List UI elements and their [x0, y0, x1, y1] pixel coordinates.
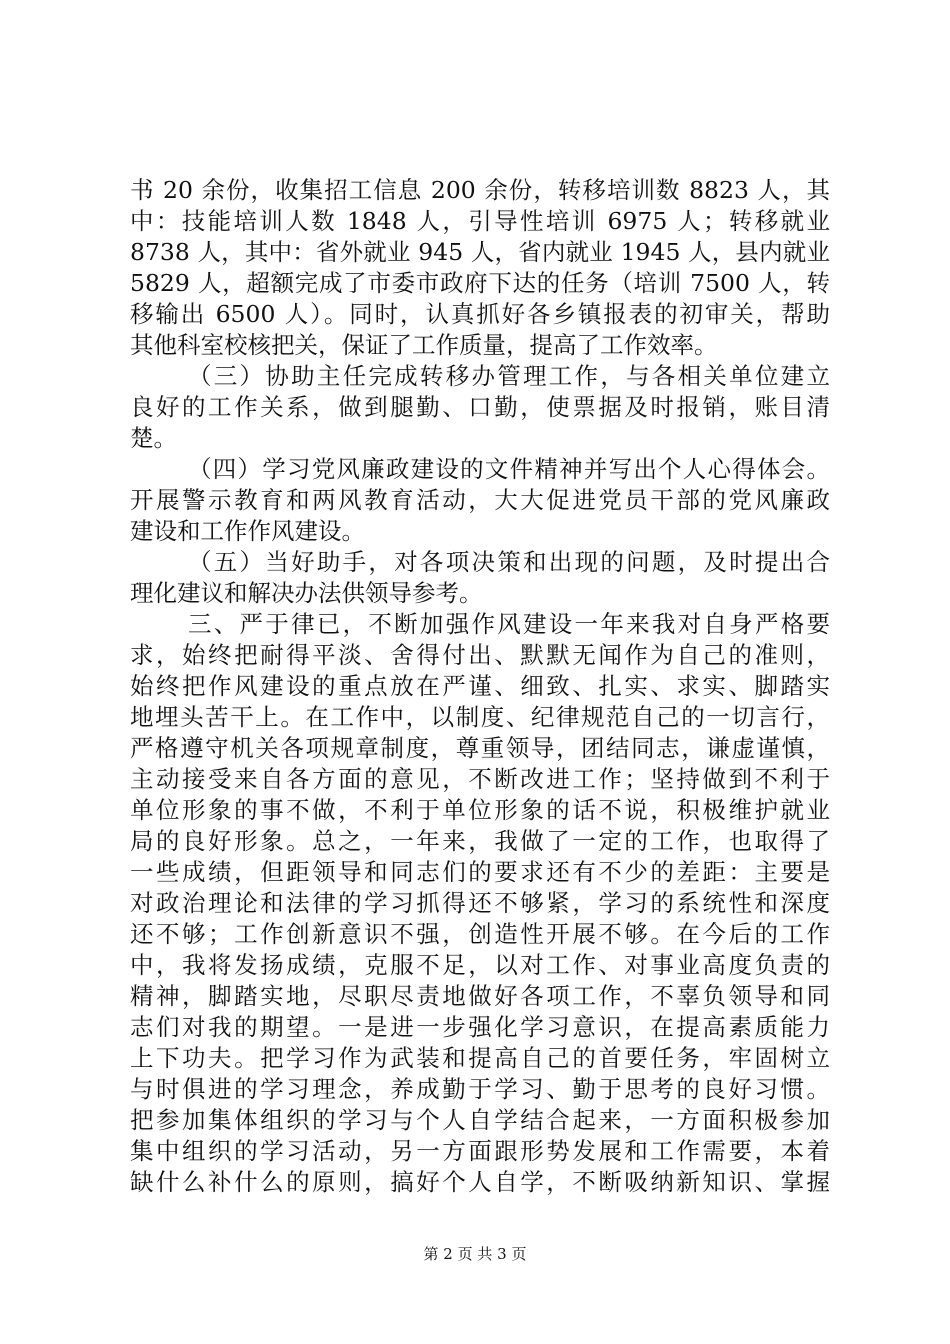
text-line: 良好的工作关系，做到腿勤、口勤，使票据及时报销，账目清: [130, 393, 830, 421]
text-line: 始终把作风建设的重点放在严谨、细致、扎实、求实、脚踏实: [130, 672, 830, 700]
text-line: 移输出 6500 人）。同时，认真抓好各乡镇报表的初审关，帮助: [130, 300, 830, 328]
text-line: 单位形象的事不做，不利于单位形象的话不说，积极维护就业: [130, 796, 830, 824]
page-number-footer: 第 2 页 共 3 页: [423, 1245, 527, 1263]
text-line: （三）协助主任完成转移办管理工作，与各相关单位建立: [188, 362, 830, 390]
text-line: 上下功夫。把学习作为武装和提高自己的首要任务，牢固树立: [130, 1044, 830, 1072]
text-line: 其他科室校核把关，保证了工作质量，提高了工作效率。: [130, 331, 718, 359]
text-line: 三、严于律已，不断加强作风建设一年来我对自身严格要: [188, 610, 830, 638]
text-line: 志们对我的期望。一是进一步强化学习意识，在提高素质能力: [130, 1013, 830, 1041]
text-line: 局的良好形象。总之，一年来，我做了一定的工作，也取得了: [130, 827, 830, 855]
text-line: 缺什么补什么的原则，搞好个人自学，不断吸纳新知识、掌握: [130, 1168, 830, 1196]
text-line: 与时俱进的学习理念，养成勤于学习、勤于思考的良好习惯。: [130, 1075, 830, 1103]
text-line: （五）当好助手，对各项决策和出现的问题，及时提出合: [188, 548, 830, 576]
text-line: 理化建议和解决办法供领导参考。: [130, 579, 483, 607]
text-line: 把参加集体组织的学习与个人自学结合起来，一方面积极参加: [130, 1106, 830, 1134]
text-line: 地埋头苦干上。在工作中，以制度、纪律规范自己的一切言行，: [130, 703, 830, 731]
text-line: 书 20 余份，收集招工信息 200 余份，转移培训数 8823 人，其: [130, 176, 830, 204]
text-line: 精神，脚踏实地，尽职尽责地做好各项工作，不辜负领导和同: [130, 982, 830, 1010]
text-line: 5829 人，超额完成了市委市政府下达的任务（培训 7500 人，转: [130, 269, 830, 297]
text-line: 主动接受来自各方面的意见，不断改进工作；坚持做到不利于: [130, 765, 830, 793]
text-line: 对政治理论和法律的学习抓得还不够紧，学习的系统性和深度: [130, 889, 830, 917]
text-line: 一些成绩，但距领导和同志们的要求还有不少的差距：主要是: [130, 858, 830, 886]
text-line: 中，我将发扬成绩，克服不足，以对工作、对事业高度负责的: [130, 951, 830, 979]
text-line: 严格遵守机关各项规章制度，尊重领导，团结同志，谦虚谨慎，: [130, 734, 830, 762]
text-line: 集中组织的学习活动，另一方面跟形势发展和工作需要，本着: [130, 1137, 830, 1165]
text-line: 中：技能培训人数 1848 人，引导性培训 6975 人；转移就业: [130, 207, 830, 235]
text-line: 还不够；工作创新意识不强，创造性开展不够。在今后的工作: [130, 920, 830, 948]
text-line: 求，始终把耐得平淡、舍得付出、默默无闻作为自己的准则，: [130, 641, 830, 669]
text-line: 8738 人，其中：省外就业 945 人，省内就业 1945 人，县内就业: [130, 238, 830, 266]
document-body: [130, 175, 830, 1198]
text-line: 楚。: [130, 424, 177, 452]
text-line: 建设和工作作风建设。: [130, 517, 365, 545]
text-line: （四）学习党风廉政建设的文件精神并写出个人心得体会。: [188, 455, 830, 483]
text-line: 开展警示教育和两风教育活动，大大促进党员干部的党风廉政: [130, 486, 830, 514]
